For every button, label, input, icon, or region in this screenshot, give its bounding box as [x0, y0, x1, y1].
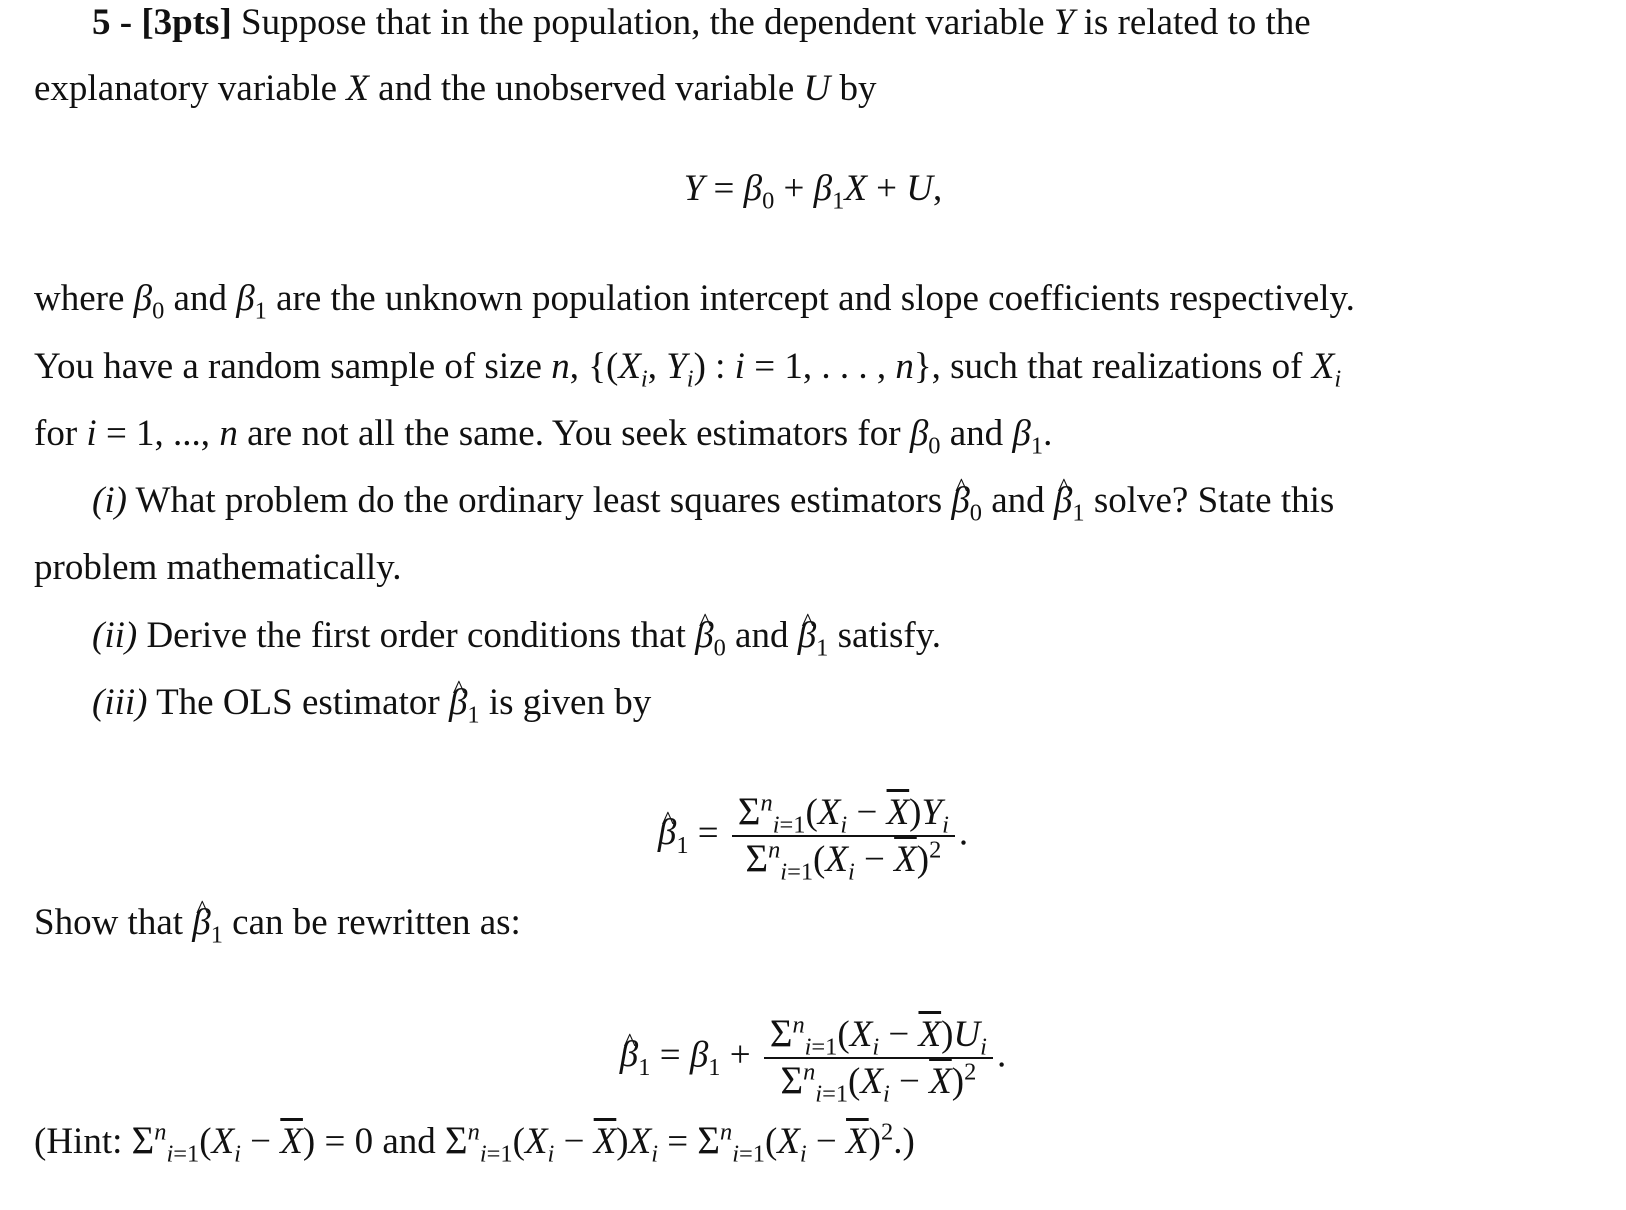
text-segment: where [34, 278, 134, 319]
subscript: 0 [152, 297, 165, 325]
problem-line-1 [92, 0, 1311, 46]
beta-symbol: β [813, 168, 833, 209]
text-segment: Show that [34, 902, 193, 943]
question-label: (iii) [92, 682, 148, 723]
text-segment: and [981, 480, 1054, 521]
text-segment: is given by [479, 682, 652, 723]
text-segment: Derive the first order conditions that [137, 615, 696, 656]
text-segment: are not all the same. You seek estimators for [237, 413, 910, 454]
hint-line: (Hint: $\Sigma^n_{i=1}(X_i - \overline{X}) = 0$ and $\Sigma^n_{i=1}(X_i - \overline{X})X_i = \Sigma^n_{i=1}(X_i - \overline{X})^2$.) [34, 1118, 915, 1168]
problem-line-3 [34, 276, 1355, 325]
problem-line-5: for i = 1, ..., n are not all the same. You seek estimators for $\beta_0$ and $\beta_1$. [34, 413, 1053, 460]
text-segment: explanatory variable [34, 68, 347, 109]
text-segment: Suppose that in the population, the dependent variable [231, 2, 1054, 43]
show-that-line: Show that ^ $\beta_1$ can be rewritten as: [34, 900, 521, 946]
plus-sign: + [774, 168, 814, 209]
var-x: X [346, 68, 369, 109]
text-segment: . [1043, 413, 1053, 454]
beta-symbol: β [743, 168, 763, 209]
text-segment: The OLS estimator [147, 682, 449, 723]
question-ii: (ii) Derive the first order conditions that ^ $\beta_0$ and ^ $\beta_1$ satisfy. [92, 613, 941, 659]
text-segment: and [940, 413, 1013, 454]
text-segment: are the unknown population intercept and slope coefficients respectively. [266, 278, 1355, 319]
eq-sign: = [704, 168, 744, 209]
eq-u: U [906, 168, 934, 209]
text-segment: and the unobserved variable [368, 68, 804, 109]
var-y: Y [1053, 2, 1075, 43]
rewritten-fraction: $\frac{\Sigma^n_{i=1}(X_i - \overline{X})U_i}{\Sigma^n_{i=1}(X_i - \overline{X})^2}$ [764, 1012, 993, 1104]
text-segment: and [164, 278, 237, 319]
text-segment: (Hint: [34, 1121, 132, 1162]
ols-formula: ^ $\beta_1$ = $\frac{\Sigma^n_{i=1}(X_i - \overline{X})Y_i}{\Sigma^n_{i=1}(X_i - \overline{X})^2}$ . [0, 790, 1626, 882]
question-label: (i) [92, 480, 127, 521]
subscript: 1 [832, 187, 845, 215]
text-segment: .) [893, 1121, 915, 1162]
rewritten-formula: ^ $\beta_1 = \beta_1$ + $\frac{\Sigma^n_{i=1}(X_i - \overline{X})U_i}{\Sigma^n_{i=1}(X_i - \overline{X})^2}$ . [0, 1012, 1626, 1104]
ols-fraction: $\frac{\Sigma^n_{i=1}(X_i - \overline{X})Y_i}{\Sigma^n_{i=1}(X_i - \overline{X})^2}$ [732, 790, 955, 882]
text-segment: is related to the [1074, 2, 1311, 43]
problem-number: 5 - [92, 2, 142, 43]
comma: , [933, 168, 943, 209]
plus-sign: + [866, 168, 907, 209]
eq-y: Y [683, 168, 705, 209]
text-segment: can be rewritten as: [222, 902, 521, 943]
eq-x: X [844, 168, 867, 209]
model-equation [0, 166, 1626, 215]
text-segment: solve? State this [1084, 480, 1335, 521]
points-badge: [3pts] [141, 2, 232, 43]
question-label: (ii) [92, 615, 138, 656]
text-segment: = 0 and [315, 1121, 446, 1162]
text-segment: and [725, 615, 798, 656]
text-segment: What problem do the ordinary least squares estimators [126, 480, 952, 521]
text-segment: = [658, 1121, 698, 1162]
question-iii: (iii) The OLS estimator ^ $\beta_1$ is given by [92, 680, 651, 726]
text-segment: by [830, 68, 877, 109]
subscript: 0 [762, 187, 775, 215]
beta-symbol: β [133, 278, 153, 319]
text-segment: satisfy. [828, 615, 942, 656]
question-i-line-2 [34, 545, 401, 591]
subscript: 1 [254, 297, 267, 325]
var-u: U [803, 68, 831, 109]
problem-line-4: You have a random sample of size n, {($X_i$, $Y_i$) : i = 1, . . . , n}, such that realizations of $X_i$ [34, 346, 1342, 393]
question-i: (i) What problem do the ordinary least squares estimators ^ $\beta_0$ and ^ $\beta_1$ solve? State this [92, 478, 1334, 524]
problem-line-2 [34, 66, 876, 112]
text-segment: problem mathematically. [34, 547, 402, 588]
beta-symbol: β [236, 278, 255, 319]
